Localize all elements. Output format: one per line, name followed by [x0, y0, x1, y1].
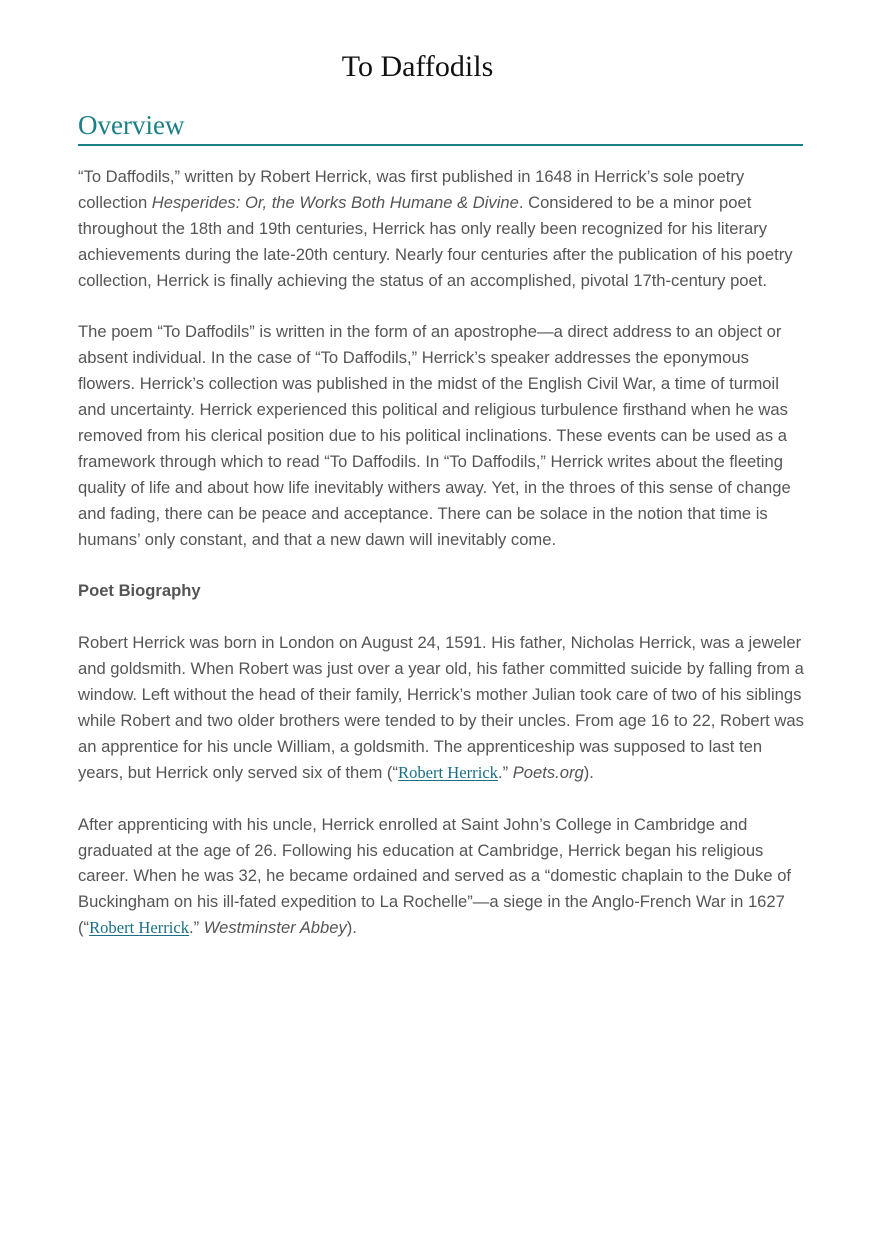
- section-heading-overview: Overview: [78, 108, 803, 146]
- book-title: Hesperides: Or, the Works Both Humane & Divine: [151, 192, 519, 212]
- robert-herrick-link-westminster-abbey[interactable]: Robert Herrick: [89, 918, 190, 938]
- source-westminster-abbey: Westminster Abbey: [203, 918, 347, 938]
- document-body: [78, 164, 808, 967]
- document-title: To Daffodils: [341, 50, 494, 83]
- source-poets-org: Poets.org: [512, 762, 584, 782]
- biography-paragraph-2: After apprenticing with his uncle, Herrick enrolled at Saint John’s College in Cambridge and graduated at the age of 26. Following his education at Cambridge, Herrick began his religious career. When he was 32, he became ordained and served as a “domestic chaplain to the Duke of Buckingham on his ill-fated expedition to La Rochelle”—a siege in the Anglo-French War in 1627 (“Robert Herrick.” Westminster Abbey).: [78, 814, 792, 938]
- robert-herrick-link-poets-org[interactable]: Robert Herrick: [398, 762, 498, 782]
- overview-paragraph-2: The poem “To Daffodils” is written in the form of an apostrophe—a direct address to an object or absent individual. In the case of “To Daffodils,” Herrick’s speaker addresses the eponymous flowers. Herrick’s collection was published in the midst of the English Civil War, a time of turmoil and uncertainty. Herrick experienced this political and religious turbulence firsthand when he was removed from his clerical position due to his political inclinations. These events can be used as a framework through which to read “To Daffodils. In “To Daffodils,” Herrick writes about the fleeting quality of life and about how life inevitably withers away. Yet, in the throes of this sense of change and fading, there can be peace and acceptance. There can be solace in the notion that time is humans’ only constant, and that a new dawn will inevitably come.: [78, 322, 791, 549]
- overview-paragraph-1: “To Daffodils,” written by Robert Herrick, was first published in 1648 in Herrick’s sole poetry collection Hesperides: Or, the Works Both Humane & Divine. Considered to be a minor poet throughout the 18th and 19th centuries, Herrick has only really been recognized for his literary achievements during the late-20th century. Nearly four centuries after the publication of his poetry collection, Herrick is finally achieving the status of an accomplished, pivotal 17th-century poet.: [78, 167, 793, 290]
- poet-biography-heading: Poet Biography: [78, 581, 201, 601]
- biography-paragraph-1: Robert Herrick was born in London on August 24, 1591. His father, Nicholas Herrick, was a jeweler and goldsmith. When Robert was just over a year old, his father committed suicide by falling from a window. Left without the head of their family, Herrick’s mother Julian took care of two of his siblings while Robert and two older brothers were tended to by their uncles. From age 16 to 22, Robert was an apprentice for his uncle William, a goldsmith. The apprenticeship was supposed to last ten years, but Herrick only served six of them (“Robert Herrick.” Poets.org).: [78, 633, 804, 782]
